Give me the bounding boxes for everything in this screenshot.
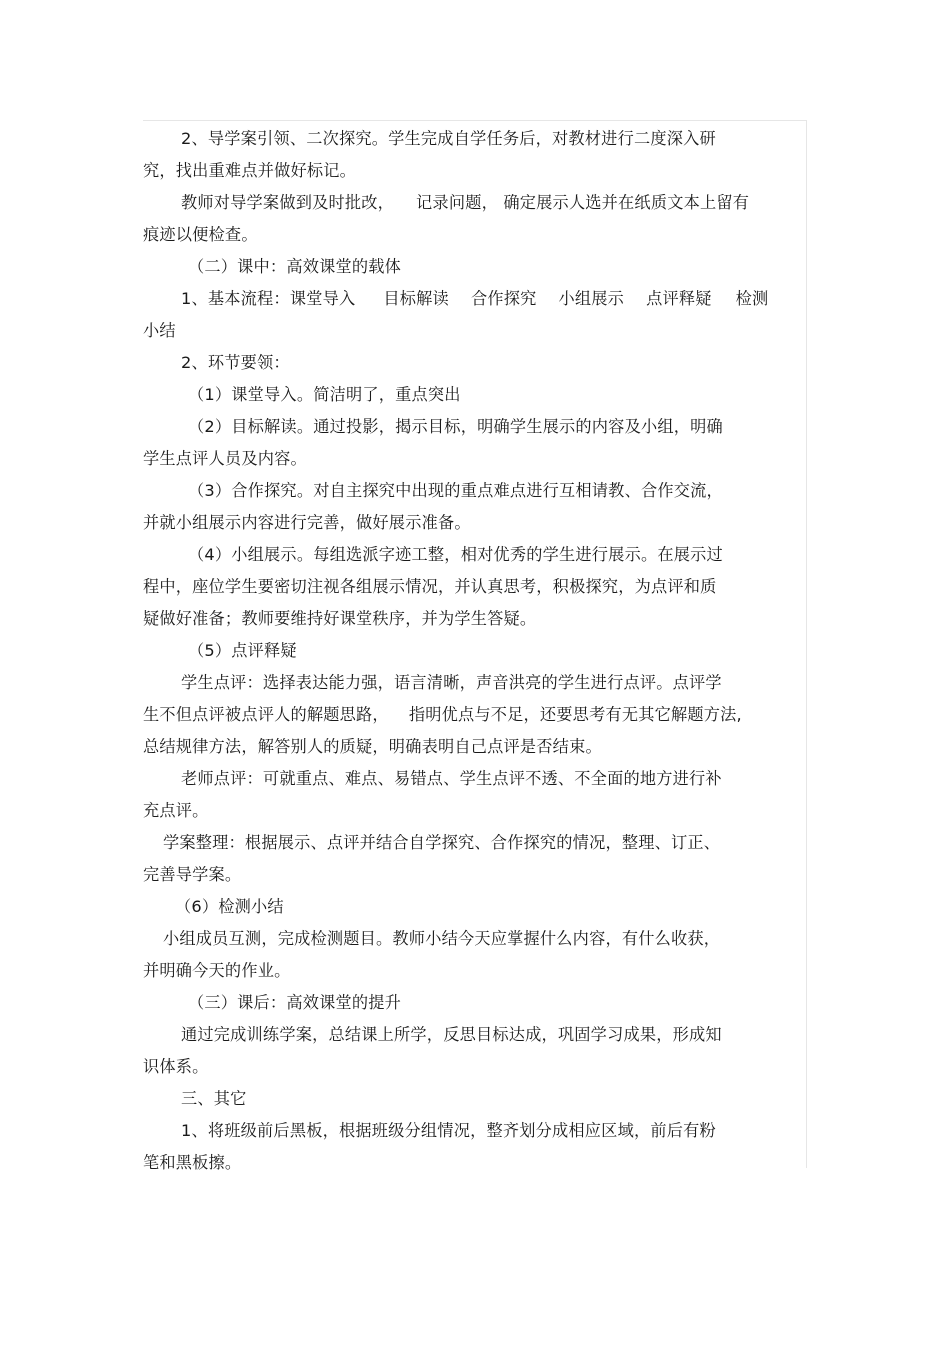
- text-segment: 记录问题， 确定展示人选并在纸质文本上留有: [416, 193, 750, 212]
- flow-label: 1、基本流程：: [181, 289, 290, 308]
- flow-step: 小组展示: [558, 289, 625, 308]
- paragraph-line: 通过完成训练学案，总结课上所学，反思目标达成，巩固学习成果，形成知: [181, 1025, 722, 1044]
- paragraph-line: （1）课堂导入。简洁明了，重点突出: [188, 385, 461, 404]
- paragraph-line: 充点评。: [143, 801, 209, 820]
- flow-step: 点评释疑: [646, 289, 712, 308]
- paragraph-line: （3）合作探究。对自主探究中出现的重点难点进行互相请教、合作交流，: [188, 481, 723, 500]
- paragraph-line: 小结: [143, 321, 176, 340]
- paragraph-line: （2）目标解读。通过投影，揭示目标，明确学生展示的内容及小组，明确: [188, 417, 723, 436]
- paragraph-line: 完善导学案。: [143, 865, 242, 884]
- section-heading: （三）课后：高效课堂的提升: [188, 993, 402, 1012]
- paragraph-line: 痕迹以便检查。: [143, 225, 258, 244]
- paragraph-line: 疑做好准备；教师要维持好课堂秩序，并为学生答疑。: [143, 609, 537, 628]
- text-segment: 教师对导学案做到及时批改，: [181, 193, 395, 212]
- section-subheading: 2、环节要领：: [181, 353, 290, 372]
- paragraph-line: 1、将班级前后黑板，根据班级分组情况，整齐划分成相应区域，前后有粉: [181, 1121, 716, 1140]
- paragraph-line: （4）小组展示。每组选派字迹工整，相对优秀的学生进行展示。在展示过: [188, 545, 723, 564]
- flow-step: 合作探究: [470, 289, 537, 308]
- paragraph-line: [143, 699, 806, 731]
- paragraph-line: 2、导学案引领、二次探究。学生完成自学任务后，对教材进行二度深入研: [181, 129, 716, 148]
- paragraph-line: 小组成员互测，完成检测题目。教师小结今天应掌握什么内容，有什么收获，: [163, 929, 721, 948]
- paragraph-line: 总结规律方法，解答别人的质疑，明确表明自己点评是否结束。: [143, 737, 602, 756]
- paragraph-line: 程中，座位学生要密切注视各组展示情况，并认真思考，积极探究，为点评和质: [143, 577, 717, 596]
- text-segment: 指明优点与不足，还要思考有无其它解题方法,: [408, 705, 742, 724]
- paragraph-line: 并就小组展示内容进行完善，做好展示准备。: [143, 513, 471, 532]
- paragraph-line: 笔和黑板擦。: [143, 1153, 242, 1172]
- flow-line: [143, 283, 806, 315]
- flow-step: 检测: [735, 289, 769, 308]
- section-heading: 三、其它: [181, 1089, 247, 1108]
- paragraph-line: 学生点评人员及内容。: [143, 449, 307, 468]
- paragraph-line: 并明确今天的作业。: [143, 961, 291, 980]
- paragraph-line: 识体系。: [143, 1057, 209, 1076]
- paragraph-line: （5）点评释疑: [188, 641, 297, 660]
- flow-step: 目标解读: [383, 289, 449, 308]
- paragraph-line: 学生点评：选择表达能力强，语言清晰，声音洪亮的学生进行点评。点评学: [181, 673, 722, 692]
- paragraph-line: [143, 187, 806, 219]
- section-heading: （二）课中：高效课堂的载体: [188, 257, 402, 276]
- document-page: [143, 120, 807, 1172]
- flow-step: 课堂导入: [289, 289, 356, 308]
- paragraph-line: （6）检测小结: [175, 897, 284, 916]
- paragraph-line: 学案整理：根据展示、点评并结合自学探究、合作探究的情况，整理、订正、: [163, 833, 721, 852]
- text-segment: 生不但点评被点评人的解题思路，: [143, 705, 389, 724]
- paragraph-line: 老师点评：可就重点、难点、易错点、学生点评不透、不全面的地方进行补: [181, 769, 722, 788]
- paragraph-line: 究，找出重难点并做好标记。: [143, 161, 357, 180]
